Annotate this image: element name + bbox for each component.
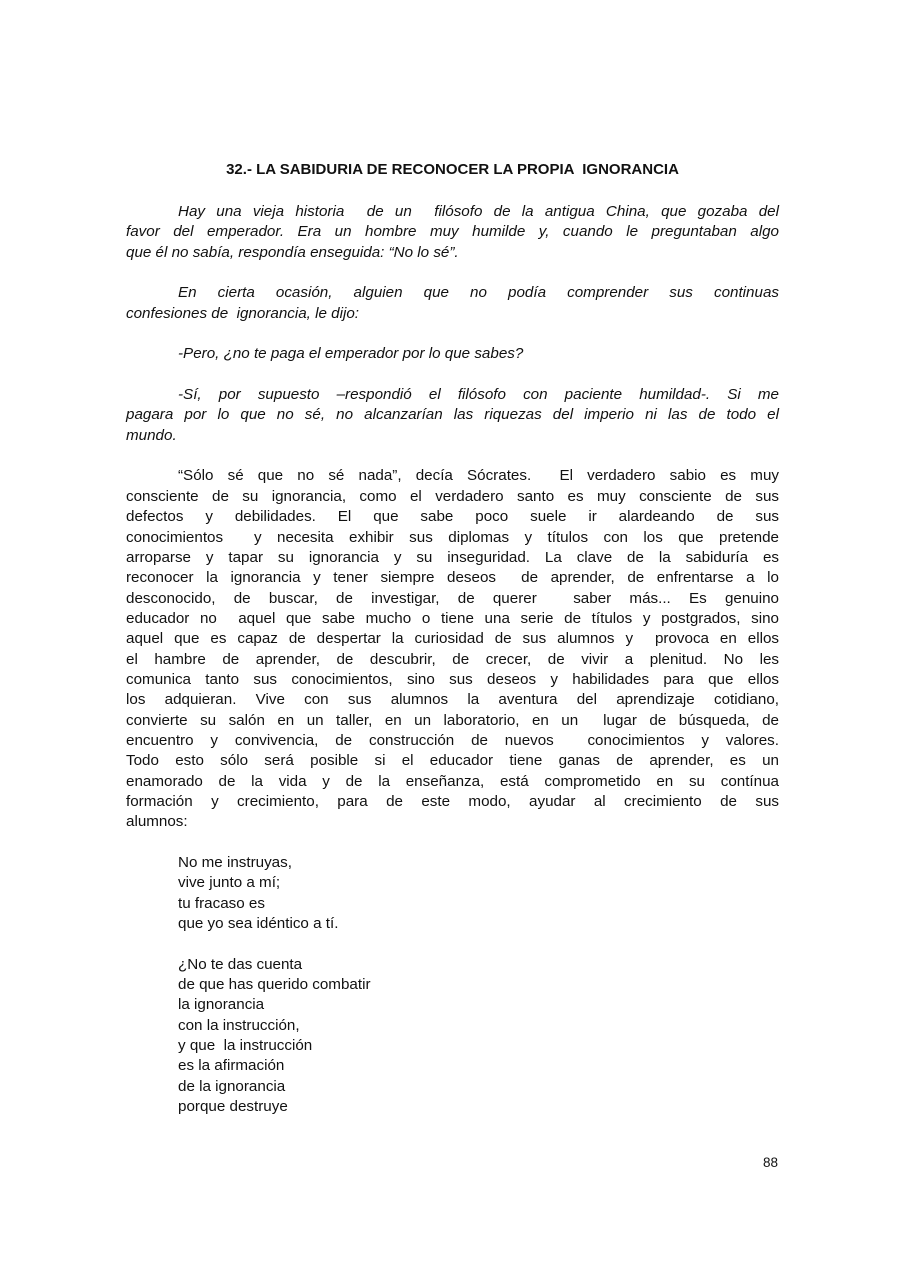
text-line: los adquieran. Vive con sus alumnos la aventura del aprendizaje cotidiano, [126,691,779,709]
text-line: consciente de su ignorancia, como el verdadero santo es muy consciente de sus [126,487,779,505]
paragraph [126,385,779,446]
paragraph-spacer [126,365,779,385]
text-line: aquel que es capaz de despertar la curiosidad de sus alumnos y provoca en ellos [126,630,779,648]
poem-line: vive junto a mí; [178,874,281,892]
poem-stanza [126,955,779,1118]
page-number: 88 [762,1155,778,1170]
poem-line: de la ignorancia [178,1077,286,1095]
poem-line: y que la instrucción [178,1037,313,1055]
paragraph [126,344,779,364]
text-line: desconocido, de buscar, de investigar, de querer saber más... Es genuino [126,589,779,607]
text-line: -Sí, por supuesto –respondió el filósofo con paciente humildad-. Si me [178,386,779,404]
text-line: “Sólo sé que no sé nada”, decía Sócrates. El verdadero sabio es muy [178,467,779,485]
text-line: el hambre de aprender, de descubrir, de crecer, de vivir a plenitud. No les [126,650,779,668]
text-line: -Pero, ¿no te paga el emperador por lo que sabes? [178,345,524,363]
poem-stanza [126,853,779,934]
poem-line: porque destruye [178,1098,288,1116]
poem-line: la ignorancia [178,996,265,1014]
text-line: mundo. [126,426,177,444]
paragraph-spacer [126,833,779,853]
text-line: educador no aquel que sabe mucho o tiene una serie de títulos y postgrados, sino [126,609,779,627]
document-body [126,202,779,1117]
poem-line: ¿No te das cuenta [178,955,303,973]
page-title: 32.- LA SABIDURIA DE RECONOCER LA PROPIA IGNORANCIA [226,161,679,178]
paragraph [126,466,779,832]
text-line: arroparse y tapar su ignorancia y su inseguridad. La clave de la sabiduría es [126,548,779,566]
poem-line: tu fracaso es [178,894,265,912]
text-line: que él no sabía, respondía enseguida: “No lo sé”. [126,243,459,261]
text-line: Hay una vieja historia de un filósofo de la antigua China, que gozaba del [178,203,779,220]
text-line: reconocer la ignorancia y tener siempre deseos de aprender, de enfrentarse a lo [126,569,779,587]
text-line: formación y crecimiento, para de este modo, ayudar al crecimiento de sus [126,792,779,810]
text-line: confesiones de ignorancia, le dijo: [126,304,360,322]
poem-line: No me instruyas, [178,854,292,871]
poem-line: con la instrucción, [178,1016,300,1034]
paragraph-spacer [126,324,779,344]
text-line: comunica tanto sus conocimientos, sino sus deseos y habilidades para que ellos [126,670,779,688]
paragraph [126,283,779,324]
text-line: alumnos: [126,813,188,831]
text-line: pagara por lo que no sé, no alcanzarían las riquezas del imperio ni las de todo el [126,406,779,424]
text-line: conocimientos y necesita exhibir sus diplomas y títulos con los que pretende [126,528,779,546]
text-line: defectos y debilidades. El que sabe poco suele ir alardeando de sus [126,508,779,526]
paragraph [126,202,779,263]
paragraph-spacer [126,934,779,954]
text-line: encuentro y convivencia, de construcción de nuevos conocimientos y valores. [126,731,779,749]
text-line: favor del emperador. Era un hombre muy humilde y, cuando le preguntaban algo [126,223,779,241]
text-line: convierte su salón en un taller, en un laboratorio, en un lugar de búsqueda, de [126,711,779,729]
text-line: Todo esto sólo será posible si el educador tiene ganas de aprender, es un [126,752,779,770]
paragraph-spacer [126,446,779,466]
paragraph-spacer [126,263,779,283]
poem-line: que yo sea idéntico a tí. [178,915,339,933]
poem-line: de que has querido combatir [178,976,371,994]
text-line: enamorado de la vida y de la enseñanza, está comprometido en su contínua [126,772,779,790]
poem-line: es la afirmación [178,1057,285,1075]
text-line: En cierta ocasión, alguien que no podía comprender sus continuas [178,284,779,302]
